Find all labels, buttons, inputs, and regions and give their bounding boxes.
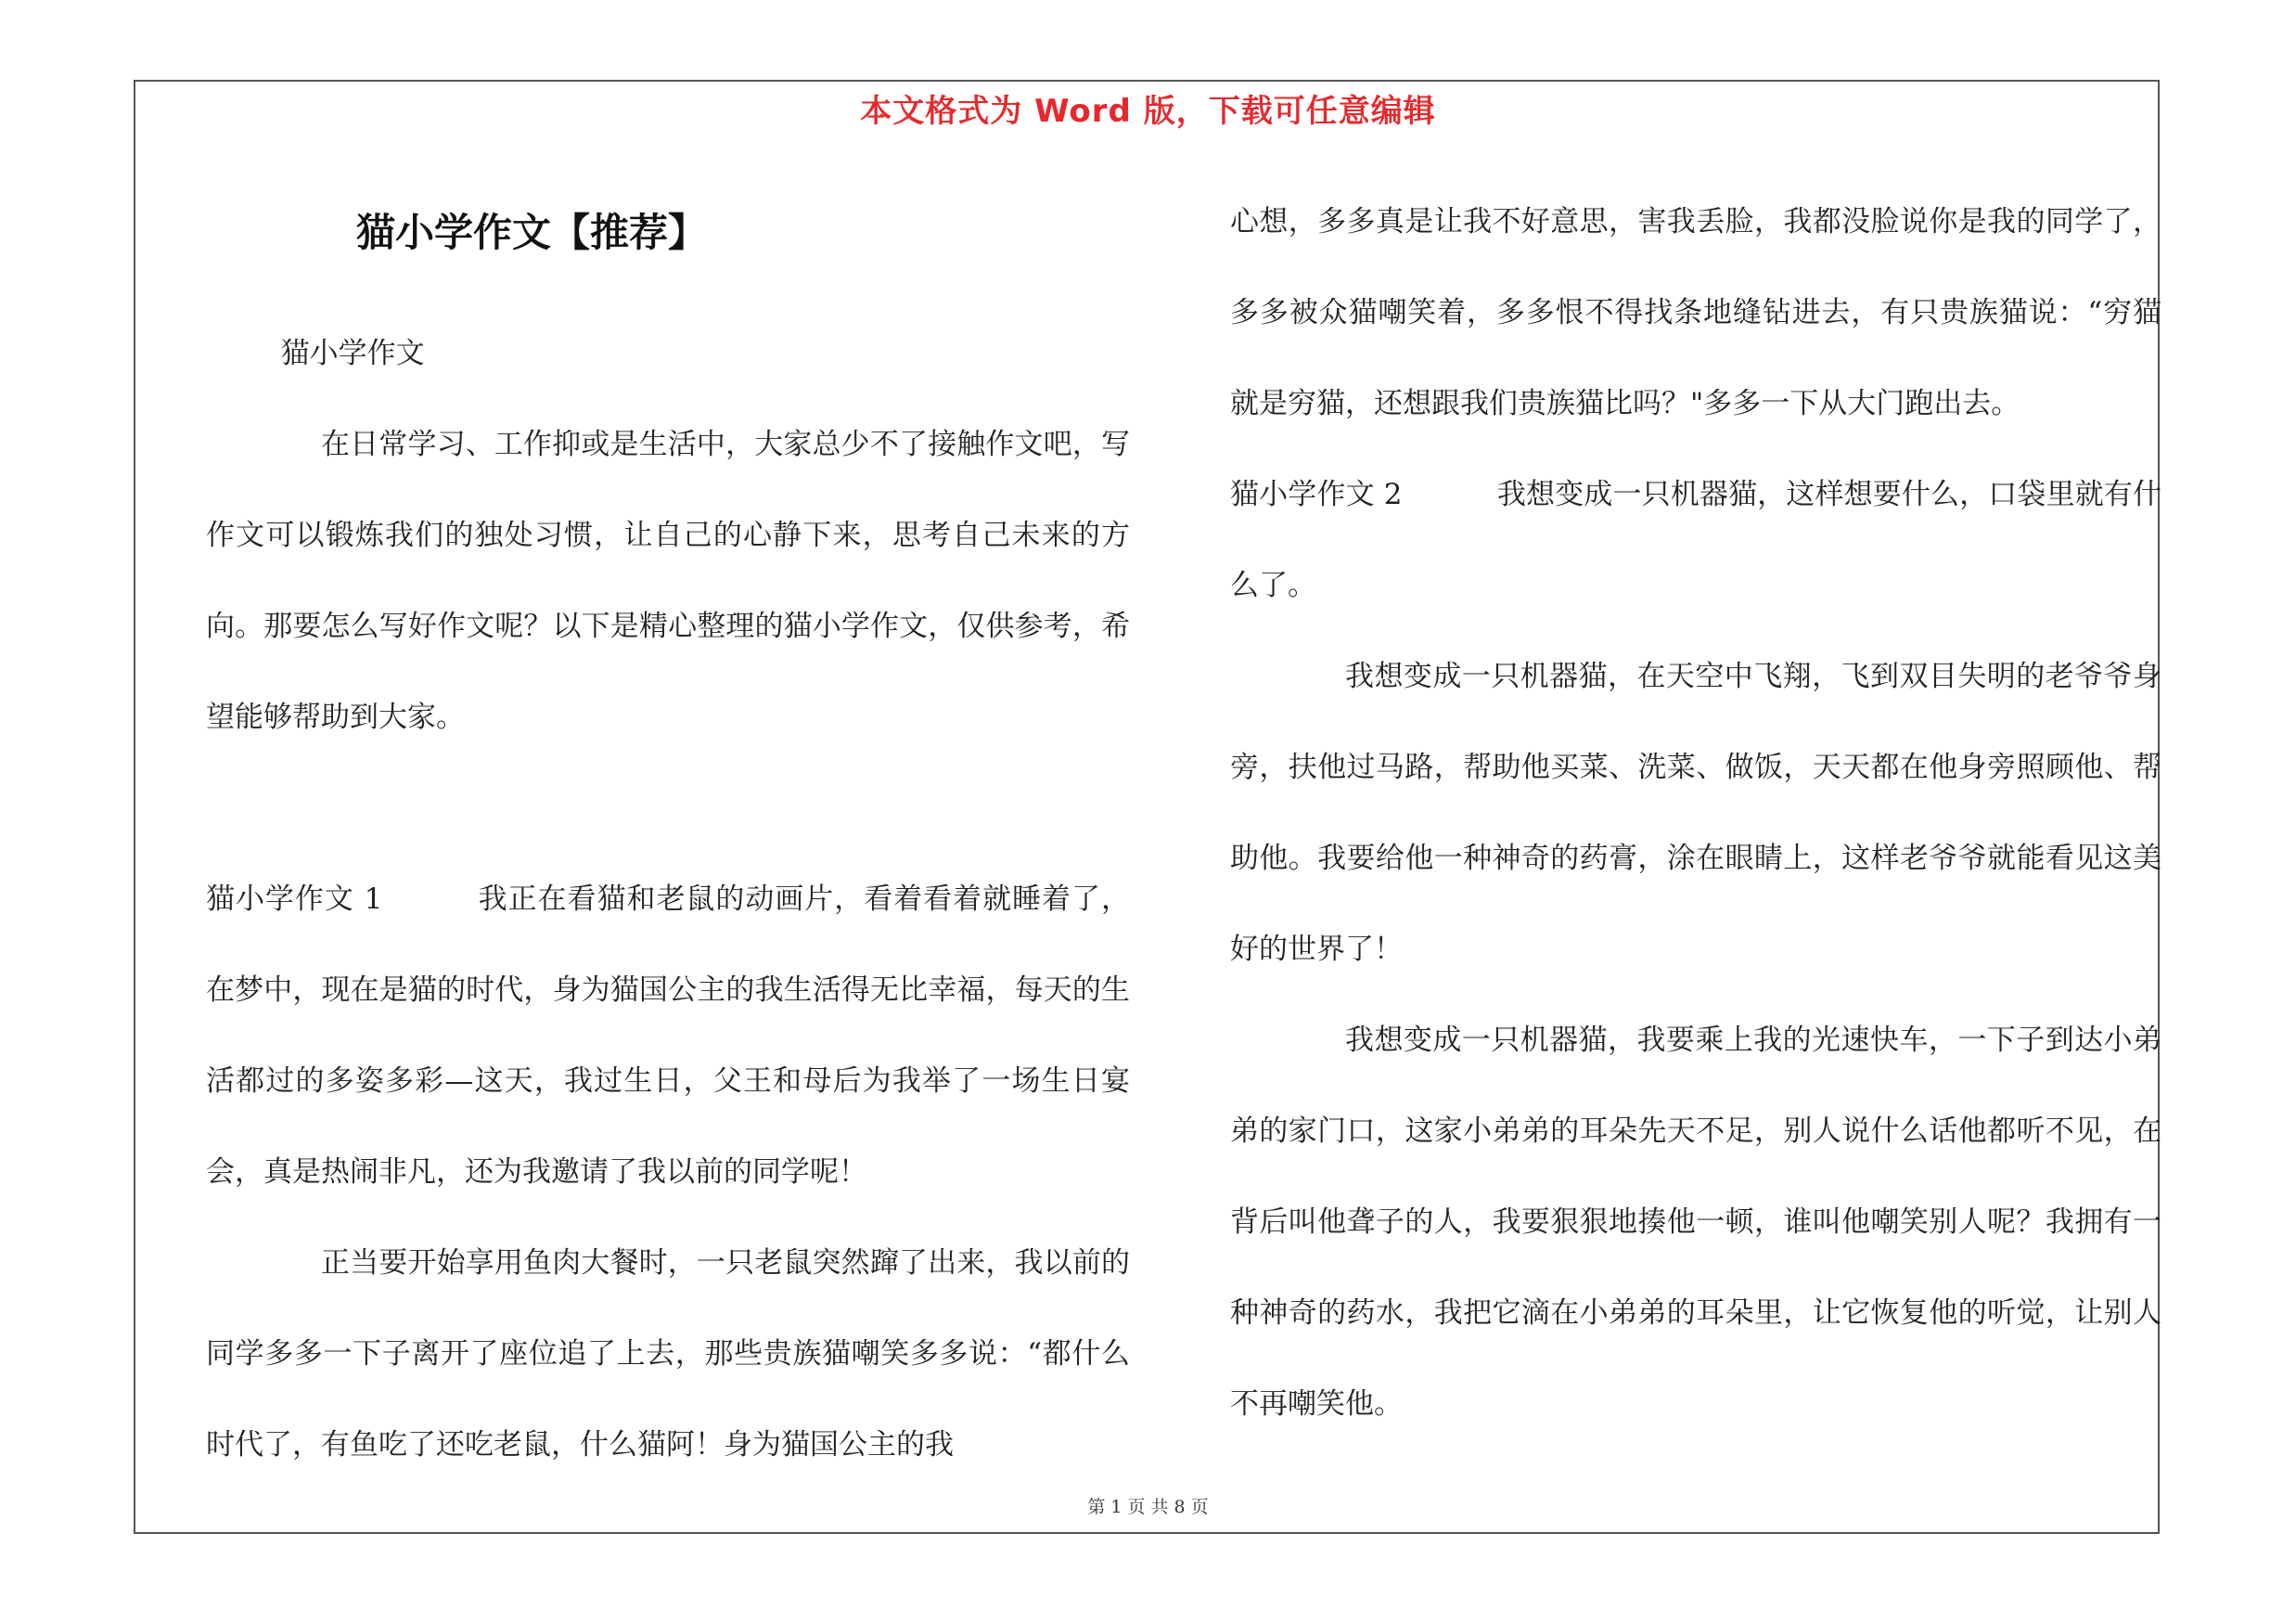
essay1-paragraph-2: 正当要开始享用鱼肉大餐时，一只老鼠突然蹿了出来，我以前的同学多多一下子离开了座位追了上去，那些贵族猫嘲笑多多说：“都什么时代了，有鱼吃了还吃老鼠，什么猫阿！身为猫国公主的我 — [206, 1246, 1130, 1462]
right-paragraph-3: 我想变成一只机器猫，我要乘上我的光速快车，一下子到达小弟弟的家门口，这家小弟弟的耳朵先天不足，别人说什么话他都听不见，在背后叫他聋子的人，我要狠狠地揍他一顿，谁叫他嘲笑别人呢？我拥有一种神奇的药水，我把它滴在小弟弟的耳朵里，让它恢复他的听觉，让别人不再嘲笑他。 — [1230, 1024, 2161, 1421]
right-column — [1230, 176, 2161, 1449]
essay2-text: 我想变成一只机器猫，这样想要什么，口袋里就有什么了。 — [1230, 478, 2162, 602]
essay2-paragraph-1 — [1230, 449, 2161, 631]
essay2-heading: 猫小学作文 2 — [1230, 478, 1403, 511]
left-column — [206, 176, 1130, 1490]
essay1-paragraph-1 — [206, 854, 1130, 1217]
essay1-text: 我正在看猫和老鼠的动画片，看着看着就睡着了，在梦中，现在是猫的时代，身为猫国公主的我生活得无比幸福，每天的生活都过的多姿多彩—这天，我过生日，父王和母后为我举了一场生日宴会，真是热闹非凡，还为我邀请了我以前的同学呢！ — [206, 882, 1130, 1189]
intro-paragraph: 在日常学习、工作抑或是生活中，大家总少不了接触作文吧，写作文可以锻炼我们的独处习惯，让自己的心静下来，思考自己未来的方向。那要怎么写好作文呢？以下是精心整理的猫小学作文，仅供参考，希望能够帮助到大家。 — [206, 428, 1130, 734]
essay1-heading: 猫小学作文 1 — [206, 882, 383, 916]
document-title: 猫小学作文【推荐】 — [355, 210, 707, 255]
right-paragraph-2: 我想变成一只机器猫，在天空中飞翔，飞到双目失明的老爷爷身旁，扶他过马路，帮助他买菜、洗菜、做饭，天天都在他身旁照顾他、帮助他。我要给他一种神奇的药膏，涂在眼睛上，这样老爷爷就能看见这美好的世界了！ — [1230, 660, 2161, 966]
right-paragraph-1: 心想，多多真是让我不好意思，害我丢脸，我都没脸说你是我的同学了，多多被众猫嘲笑着，多多恨不得找条地缝钻进去，有只贵族猫说：“穷猫就是穷猫，还想跟我们贵族猫比吗？"多多一下从大门跑出去。 — [1230, 205, 2161, 420]
format-banner: 本文格式为 Word 版，下载可任意编辑 — [860, 93, 1436, 130]
page-number: 第 1 页 共 8 页 — [1087, 1497, 1209, 1517]
subtitle: 猫小学作文 — [280, 337, 425, 370]
